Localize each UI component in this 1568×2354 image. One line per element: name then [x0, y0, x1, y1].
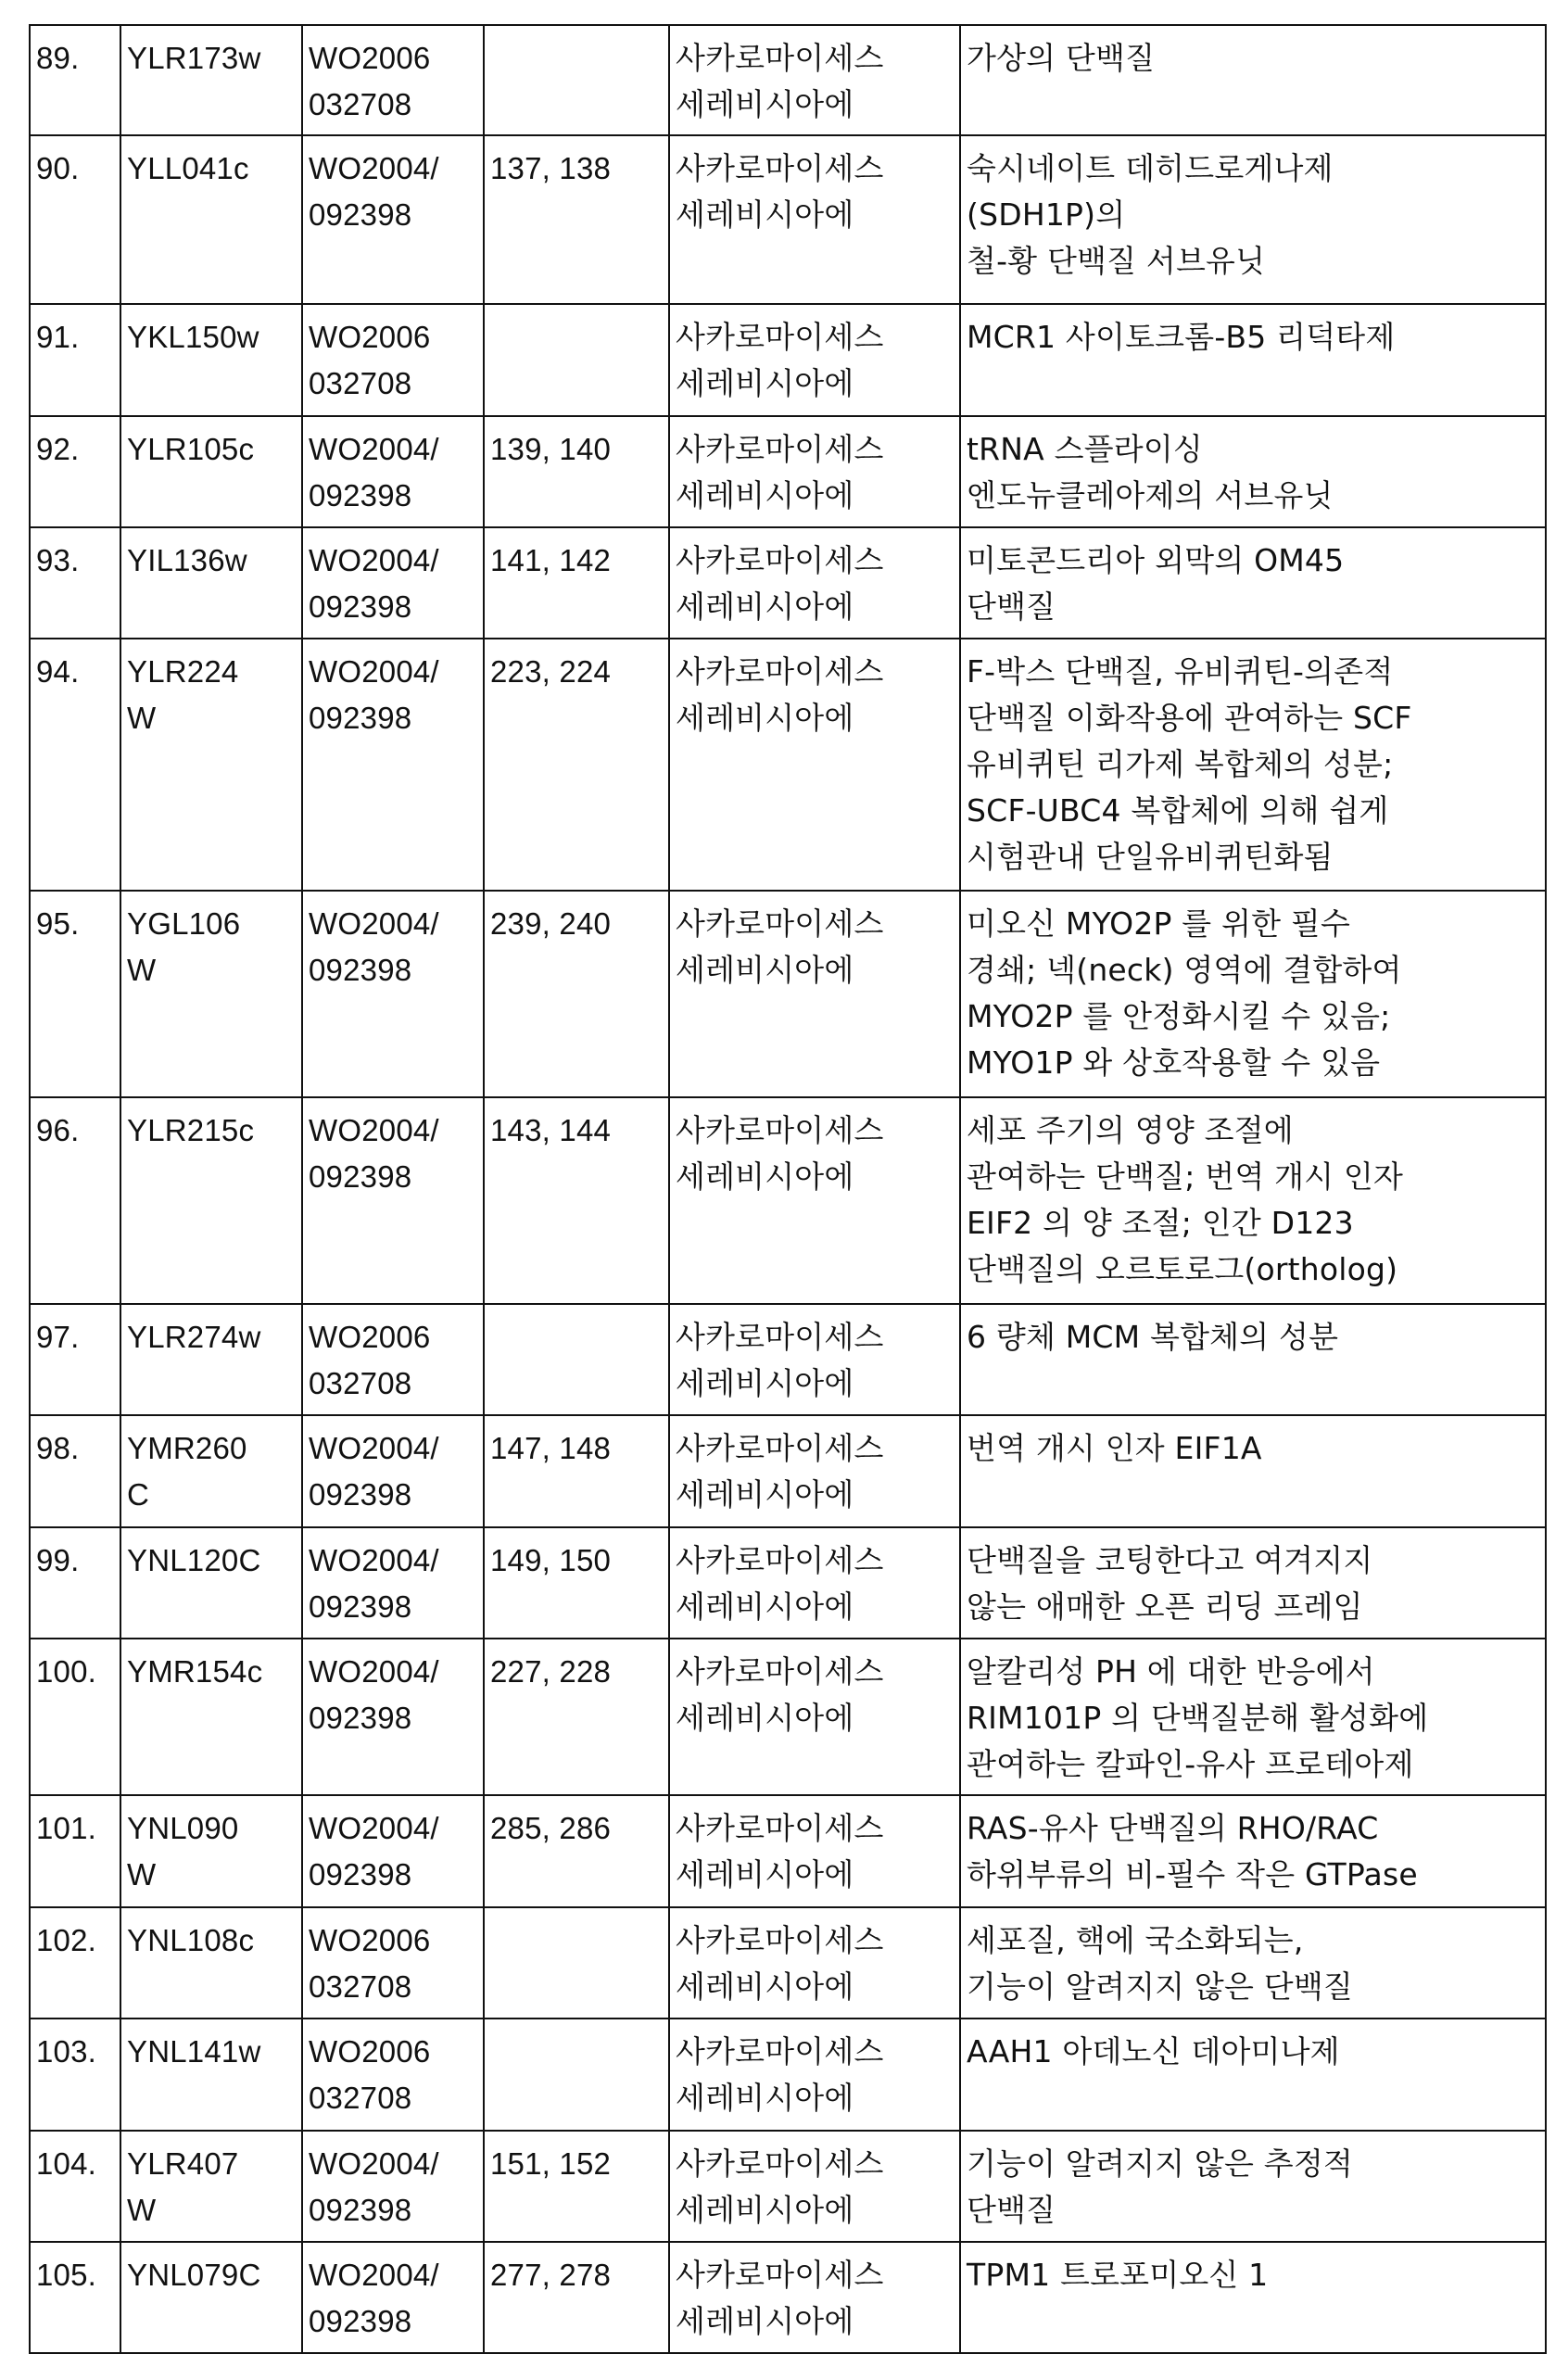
- row-number-cell: [30, 25, 120, 135]
- function-cell-line: 엔도뉴클레아제의 서브유닛: [967, 477, 1334, 513]
- organism-cell-line: 세레비시아에: [676, 588, 854, 625]
- row-number-cell-text: 100.: [36, 1654, 97, 1689]
- organism-cell: [669, 2019, 960, 2131]
- gene-id-cell-line: W: [127, 701, 157, 735]
- gene-id-cell: [120, 304, 302, 416]
- row-number-cell-text: 99.: [36, 1543, 80, 1577]
- publication-cell-line: 032708: [309, 2081, 412, 2115]
- table-row: [30, 1795, 1546, 1907]
- function-cell: [960, 1415, 1546, 1527]
- organism-cell: [669, 1639, 960, 1795]
- function-cell: [960, 416, 1546, 527]
- publication-cell-line: 092398: [309, 197, 412, 232]
- organism-cell-line: 세레비시아에: [676, 2080, 854, 2116]
- publication-cell-line: WO2006: [309, 41, 431, 75]
- function-cell-line: SCF-UBC4 복합체에 의해 쉽게: [967, 792, 1389, 829]
- row-number-cell: [30, 2019, 120, 2131]
- seq-ids-cell: [484, 1415, 669, 1527]
- publication-cell-line: WO2006: [309, 320, 431, 354]
- publication-cell-line: WO2006: [309, 1923, 431, 1957]
- publication-cell: [302, 1415, 484, 1527]
- gene-id-cell-line: YKL150w: [127, 320, 259, 354]
- function-cell-line: 기능이 알려지지 않은 단백질: [967, 1968, 1354, 2005]
- function-cell: [960, 891, 1546, 1097]
- gene-id-cell: [120, 1639, 302, 1795]
- function-cell: [960, 1304, 1546, 1415]
- function-cell: [960, 1907, 1546, 2019]
- seq-ids-cell: [484, 1907, 669, 2019]
- publication-cell-line: 032708: [309, 366, 412, 400]
- table-row: [30, 1415, 1546, 1527]
- gene-id-cell: [120, 2242, 302, 2353]
- row-number-cell-text: 104.: [36, 2146, 97, 2181]
- publication-cell: [302, 2019, 484, 2131]
- gene-id-cell-line: YNL108c: [127, 1923, 255, 1957]
- gene-id-cell: [120, 1527, 302, 1639]
- row-number-cell: [30, 1304, 120, 1415]
- function-cell: [960, 2019, 1546, 2131]
- gene-id-cell: [120, 2131, 302, 2242]
- seq-ids-cell-text: 151, 152: [490, 2146, 612, 2181]
- gene-id-cell-line: YLR224: [127, 654, 239, 689]
- seq-ids-cell: [484, 1097, 669, 1304]
- publication-cell: [302, 1527, 484, 1639]
- row-number-cell-text: 89.: [36, 41, 80, 75]
- gene-id-cell: [120, 527, 302, 639]
- publication-cell: [302, 1907, 484, 2019]
- organism-cell: [669, 2242, 960, 2353]
- function-cell-line: 유비퀴틴 리가제 복합체의 성분;: [967, 746, 1394, 782]
- row-number-cell-text: 90.: [36, 151, 80, 185]
- organism-cell: [669, 1527, 960, 1639]
- seq-ids-cell-text: 227, 228: [490, 1654, 612, 1689]
- publication-cell-line: WO2006: [309, 1320, 431, 1354]
- function-cell: [960, 2242, 1546, 2353]
- row-number-cell-text: 94.: [36, 654, 80, 689]
- table-row: [30, 639, 1546, 891]
- gene-id-cell-line: YMR260: [127, 1431, 247, 1465]
- organism-cell: [669, 891, 960, 1097]
- gene-id-cell-line: W: [127, 1857, 157, 1892]
- function-cell-line: 단백질: [967, 2192, 1056, 2228]
- organism-cell-line: 세레비시아에: [676, 1968, 854, 2005]
- function-cell-line: 않는 애매한 오픈 리딩 프레임: [967, 1588, 1363, 1625]
- publication-cell-line: WO2004/: [309, 2258, 439, 2292]
- row-number-cell-text: 102.: [36, 1923, 97, 1957]
- gene-id-cell-line: W: [127, 953, 157, 987]
- publication-cell: [302, 891, 484, 1097]
- table-row: [30, 25, 1546, 135]
- organism-cell: [669, 1304, 960, 1415]
- row-number-cell-text: 93.: [36, 543, 80, 577]
- row-number-cell-text: 98.: [36, 1431, 80, 1465]
- gene-id-cell-line: YNL090: [127, 1811, 239, 1845]
- organism-cell-line: 사카로마이세스: [676, 40, 884, 76]
- row-number-cell-text: 91.: [36, 320, 80, 354]
- publication-cell-line: WO2004/: [309, 543, 439, 577]
- gene-id-cell: [120, 1304, 302, 1415]
- publication-cell: [302, 135, 484, 304]
- publication-cell: [302, 639, 484, 891]
- organism-cell: [669, 2131, 960, 2242]
- gene-id-cell: [120, 1907, 302, 2019]
- gene-id-cell-line: YIL136w: [127, 543, 247, 577]
- publication-cell-line: WO2004/: [309, 906, 439, 941]
- publication-cell: [302, 1304, 484, 1415]
- organism-cell-line: 세레비시아에: [676, 477, 854, 513]
- organism-cell-line: 사카로마이세스: [676, 431, 884, 467]
- seq-ids-cell: [484, 25, 669, 135]
- publication-cell-line: WO2004/: [309, 1113, 439, 1147]
- organism-cell-line: 사카로마이세스: [676, 542, 884, 578]
- gene-id-cell-line: YLR407: [127, 2146, 239, 2181]
- publication-cell-line: 092398: [309, 1857, 412, 1892]
- function-cell-line: 경쇄; 넥(neck) 영역에 결합하여: [967, 952, 1402, 988]
- gene-id-cell-line: YNL079C: [127, 2258, 261, 2292]
- organism-cell-line: 세레비시아에: [676, 2303, 854, 2339]
- organism-cell-line: 세레비시아에: [676, 1700, 854, 1736]
- seq-ids-cell-text: 149, 150: [490, 1543, 612, 1577]
- publication-cell-line: 032708: [309, 1969, 412, 2004]
- function-cell: [960, 1527, 1546, 1639]
- organism-cell: [669, 1097, 960, 1304]
- publication-cell: [302, 2242, 484, 2353]
- organism-cell-line: 세레비시아에: [676, 1365, 854, 1401]
- organism-cell-line: 사카로마이세스: [676, 653, 884, 690]
- function-cell: [960, 135, 1546, 304]
- function-cell-line: 관여하는 단백질; 번역 개시 인자: [967, 1158, 1404, 1195]
- function-cell-line: EIF2 의 양 조절; 인간 D123: [967, 1205, 1354, 1241]
- table-row: [30, 1907, 1546, 2019]
- publication-cell: [302, 1097, 484, 1304]
- row-number-cell-text: 101.: [36, 1811, 97, 1845]
- publication-cell-line: 092398: [309, 2193, 412, 2227]
- table-row: [30, 416, 1546, 527]
- publication-cell: [302, 2131, 484, 2242]
- gene-id-cell-line: YNL120C: [127, 1543, 261, 1577]
- publication-cell-line: WO2004/: [309, 1543, 439, 1577]
- organism-cell-line: 사카로마이세스: [676, 1810, 884, 1846]
- organism-cell: [669, 1415, 960, 1527]
- seq-ids-cell-text: 147, 148: [490, 1431, 612, 1465]
- seq-ids-cell-text: 277, 278: [490, 2258, 612, 2292]
- seq-ids-cell: [484, 304, 669, 416]
- seq-ids-cell-text: 285, 286: [490, 1811, 612, 1845]
- row-number-cell: [30, 891, 120, 1097]
- function-cell-line: AAH1 아데노신 데아미나제: [967, 2033, 1340, 2069]
- function-cell-line: RAS-유사 단백질의 RHO/RAC: [967, 1810, 1379, 1846]
- organism-cell-line: 사카로마이세스: [676, 2033, 884, 2069]
- seq-ids-cell-text: 141, 142: [490, 543, 612, 577]
- table-row: [30, 891, 1546, 1097]
- row-number-cell: [30, 416, 120, 527]
- gene-table: [29, 24, 1547, 2354]
- function-cell-line: 6 량체 MCM 복합체의 성분: [967, 1319, 1339, 1355]
- function-cell-line: tRNA 스플라이싱: [967, 431, 1204, 467]
- publication-cell-line: WO2004/: [309, 151, 439, 185]
- gene-id-cell: [120, 1795, 302, 1907]
- publication-cell-line: 092398: [309, 1589, 412, 1624]
- gene-id-cell: [120, 639, 302, 891]
- organism-cell-line: 사카로마이세스: [676, 905, 884, 942]
- publication-cell-line: WO2004/: [309, 2146, 439, 2181]
- organism-cell-line: 세레비시아에: [676, 1476, 854, 1512]
- gene-id-cell-line: YLR105c: [127, 432, 255, 466]
- publication-cell: [302, 1795, 484, 1907]
- organism-cell-line: 사카로마이세스: [676, 1922, 884, 1958]
- organism-cell-line: 사카로마이세스: [676, 150, 884, 186]
- publication-cell-line: 092398: [309, 953, 412, 987]
- function-cell-line: (SDH1P)의: [967, 196, 1126, 233]
- seq-ids-cell: [484, 2131, 669, 2242]
- function-cell-line: 기능이 알려지지 않은 추정적: [967, 2145, 1354, 2182]
- function-cell-line: 번역 개시 인자 EIF1A: [967, 1430, 1262, 1466]
- function-cell-line: 알칼리성 PH 에 대한 반응에서: [967, 1653, 1375, 1690]
- gene-id-cell: [120, 891, 302, 1097]
- publication-cell-line: 092398: [309, 701, 412, 735]
- row-number-cell-text: 97.: [36, 1320, 80, 1354]
- row-number-cell: [30, 2131, 120, 2242]
- publication-cell-line: WO2006: [309, 2034, 431, 2069]
- row-number-cell: [30, 1415, 120, 1527]
- organism-cell-line: 사카로마이세스: [676, 2145, 884, 2182]
- publication-cell: [302, 304, 484, 416]
- table-row: [30, 2019, 1546, 2131]
- publication-cell-line: 092398: [309, 1477, 412, 1512]
- gene-id-cell: [120, 2019, 302, 2131]
- row-number-cell: [30, 639, 120, 891]
- row-number-cell-text: 95.: [36, 906, 80, 941]
- gene-id-cell-line: YLR173w: [127, 41, 261, 75]
- function-cell-line: 관여하는 칼파인-유사 프로테아제: [967, 1746, 1414, 1782]
- table-row: [30, 1639, 1546, 1795]
- row-number-cell: [30, 1097, 120, 1304]
- organism-cell: [669, 1795, 960, 1907]
- organism-cell-line: 사카로마이세스: [676, 1653, 884, 1690]
- gene-id-cell-line: YLL041c: [127, 151, 249, 185]
- table-row: [30, 1527, 1546, 1639]
- gene-id-cell-line: C: [127, 1477, 150, 1512]
- seq-ids-cell-text: 223, 224: [490, 654, 612, 689]
- table-row: [30, 1097, 1546, 1304]
- gene-id-cell-line: YLR274w: [127, 1320, 261, 1354]
- publication-cell-line: 092398: [309, 1159, 412, 1194]
- row-number-cell-text: 96.: [36, 1113, 80, 1147]
- seq-ids-cell: [484, 639, 669, 891]
- gene-id-cell-line: YGL106: [127, 906, 241, 941]
- gene-id-cell: [120, 1415, 302, 1527]
- organism-cell-line: 세레비시아에: [676, 86, 854, 122]
- function-cell-line: 시험관내 단일유비퀴틴화됨: [967, 839, 1334, 875]
- seq-ids-cell: [484, 416, 669, 527]
- publication-cell-line: 092398: [309, 1701, 412, 1735]
- function-cell-line: 가상의 단백질: [967, 40, 1156, 76]
- seq-ids-cell-text: 139, 140: [490, 432, 612, 466]
- function-cell-line: TPM1 트로포미오신 1: [967, 2257, 1269, 2293]
- function-cell-line: 숙시네이트 데히드로게나제: [967, 150, 1334, 186]
- row-number-cell-text: 105.: [36, 2258, 97, 2292]
- table-row: [30, 135, 1546, 304]
- function-cell-line: MCR1 사이토크롬-B5 리덕타제: [967, 319, 1396, 355]
- row-number-cell-text: 103.: [36, 2034, 97, 2069]
- organism-cell-line: 사카로마이세스: [676, 1112, 884, 1148]
- gene-table-body: [30, 25, 1546, 2353]
- seq-ids-cell: [484, 527, 669, 639]
- table-row: [30, 2242, 1546, 2353]
- table-row: [30, 2131, 1546, 2242]
- function-cell: [960, 1639, 1546, 1795]
- gene-id-cell: [120, 416, 302, 527]
- function-cell-line: 철-황 단백질 서브유닛: [967, 243, 1266, 279]
- function-cell-line: 세포질, 핵에 국소화되는,: [967, 1922, 1304, 1958]
- table-row: [30, 304, 1546, 416]
- table-row: [30, 1304, 1546, 1415]
- publication-cell-line: 092398: [309, 2304, 412, 2338]
- function-cell: [960, 304, 1546, 416]
- seq-ids-cell-text: 143, 144: [490, 1113, 612, 1147]
- function-cell: [960, 527, 1546, 639]
- function-cell-line: 단백질 이화작용에 관여하는 SCF: [967, 700, 1412, 736]
- gene-id-cell: [120, 1097, 302, 1304]
- row-number-cell: [30, 304, 120, 416]
- function-cell: [960, 1795, 1546, 1907]
- function-cell-line: MYO1P 와 상호작용할 수 있음: [967, 1044, 1381, 1081]
- seq-ids-cell: [484, 2242, 669, 2353]
- gene-id-cell-line: YLR215c: [127, 1113, 255, 1147]
- organism-cell-line: 사카로마이세스: [676, 319, 884, 355]
- organism-cell-line: 세레비시아에: [676, 952, 854, 988]
- seq-ids-cell: [484, 1527, 669, 1639]
- function-cell-line: RIM101P 의 단백질분해 활성화에: [967, 1700, 1429, 1736]
- publication-cell: [302, 416, 484, 527]
- organism-cell-line: 세레비시아에: [676, 700, 854, 736]
- organism-cell-line: 세레비시아에: [676, 365, 854, 401]
- organism-cell: [669, 25, 960, 135]
- organism-cell-line: 세레비시아에: [676, 196, 854, 233]
- organism-cell: [669, 527, 960, 639]
- function-cell: [960, 25, 1546, 135]
- gene-id-cell-line: YNL141w: [127, 2034, 261, 2069]
- gene-id-cell: [120, 25, 302, 135]
- organism-cell: [669, 1907, 960, 2019]
- seq-ids-cell-text: 239, 240: [490, 906, 612, 941]
- organism-cell-line: 세레비시아에: [676, 1158, 854, 1195]
- gene-id-cell: [120, 135, 302, 304]
- function-cell-line: 미토콘드리아 외막의 OM45: [967, 542, 1345, 578]
- seq-ids-cell: [484, 2019, 669, 2131]
- function-cell-line: 세포 주기의 영양 조절에: [967, 1112, 1294, 1148]
- organism-cell-line: 사카로마이세스: [676, 1319, 884, 1355]
- publication-cell-line: WO2004/: [309, 432, 439, 466]
- row-number-cell: [30, 1795, 120, 1907]
- function-cell-line: 단백질을 코팅한다고 여겨지지: [967, 1542, 1373, 1578]
- publication-cell-line: WO2004/: [309, 654, 439, 689]
- publication-cell: [302, 527, 484, 639]
- row-number-cell: [30, 1527, 120, 1639]
- row-number-cell: [30, 1907, 120, 2019]
- function-cell: [960, 2131, 1546, 2242]
- organism-cell-line: 세레비시아에: [676, 1588, 854, 1625]
- organism-cell-line: 세레비시아에: [676, 2192, 854, 2228]
- organism-cell: [669, 304, 960, 416]
- row-number-cell: [30, 527, 120, 639]
- seq-ids-cell: [484, 1795, 669, 1907]
- function-cell-line: 단백질의 오르토로그(ortholog): [967, 1251, 1398, 1287]
- organism-cell-line: 세레비시아에: [676, 1856, 854, 1892]
- gene-id-cell-line: W: [127, 2193, 157, 2227]
- seq-ids-cell: [484, 1304, 669, 1415]
- seq-ids-cell-text: 137, 138: [490, 151, 612, 185]
- function-cell: [960, 1097, 1546, 1304]
- function-cell-line: 미오신 MYO2P 를 위한 필수: [967, 905, 1351, 942]
- gene-id-cell-line: YMR154c: [127, 1654, 263, 1689]
- organism-cell-line: 사카로마이세스: [676, 1430, 884, 1466]
- table-row: [30, 527, 1546, 639]
- organism-cell: [669, 416, 960, 527]
- publication-cell-line: 032708: [309, 1366, 412, 1400]
- publication-cell-line: 092398: [309, 478, 412, 513]
- row-number-cell: [30, 1639, 120, 1795]
- seq-ids-cell: [484, 135, 669, 304]
- row-number-cell: [30, 2242, 120, 2353]
- publication-cell-line: WO2004/: [309, 1654, 439, 1689]
- organism-cell: [669, 135, 960, 304]
- publication-cell: [302, 1639, 484, 1795]
- organism-cell: [669, 639, 960, 891]
- publication-cell-line: WO2004/: [309, 1811, 439, 1845]
- function-cell-line: MYO2P 를 안정화시킬 수 있음;: [967, 998, 1391, 1034]
- function-cell-line: 하위부류의 비-필수 작은 GTPase: [967, 1856, 1418, 1892]
- function-cell-line: F-박스 단백질, 유비퀴틴-의존적: [967, 653, 1394, 690]
- publication-cell-line: 092398: [309, 589, 412, 624]
- row-number-cell-text: 92.: [36, 432, 80, 466]
- publication-cell-line: 032708: [309, 87, 412, 121]
- seq-ids-cell: [484, 1639, 669, 1795]
- row-number-cell: [30, 135, 120, 304]
- seq-ids-cell: [484, 891, 669, 1097]
- publication-cell: [302, 25, 484, 135]
- organism-cell-line: 사카로마이세스: [676, 1542, 884, 1578]
- publication-cell-line: WO2004/: [309, 1431, 439, 1465]
- organism-cell-line: 사카로마이세스: [676, 2257, 884, 2293]
- function-cell: [960, 639, 1546, 891]
- function-cell-line: 단백질: [967, 588, 1056, 625]
